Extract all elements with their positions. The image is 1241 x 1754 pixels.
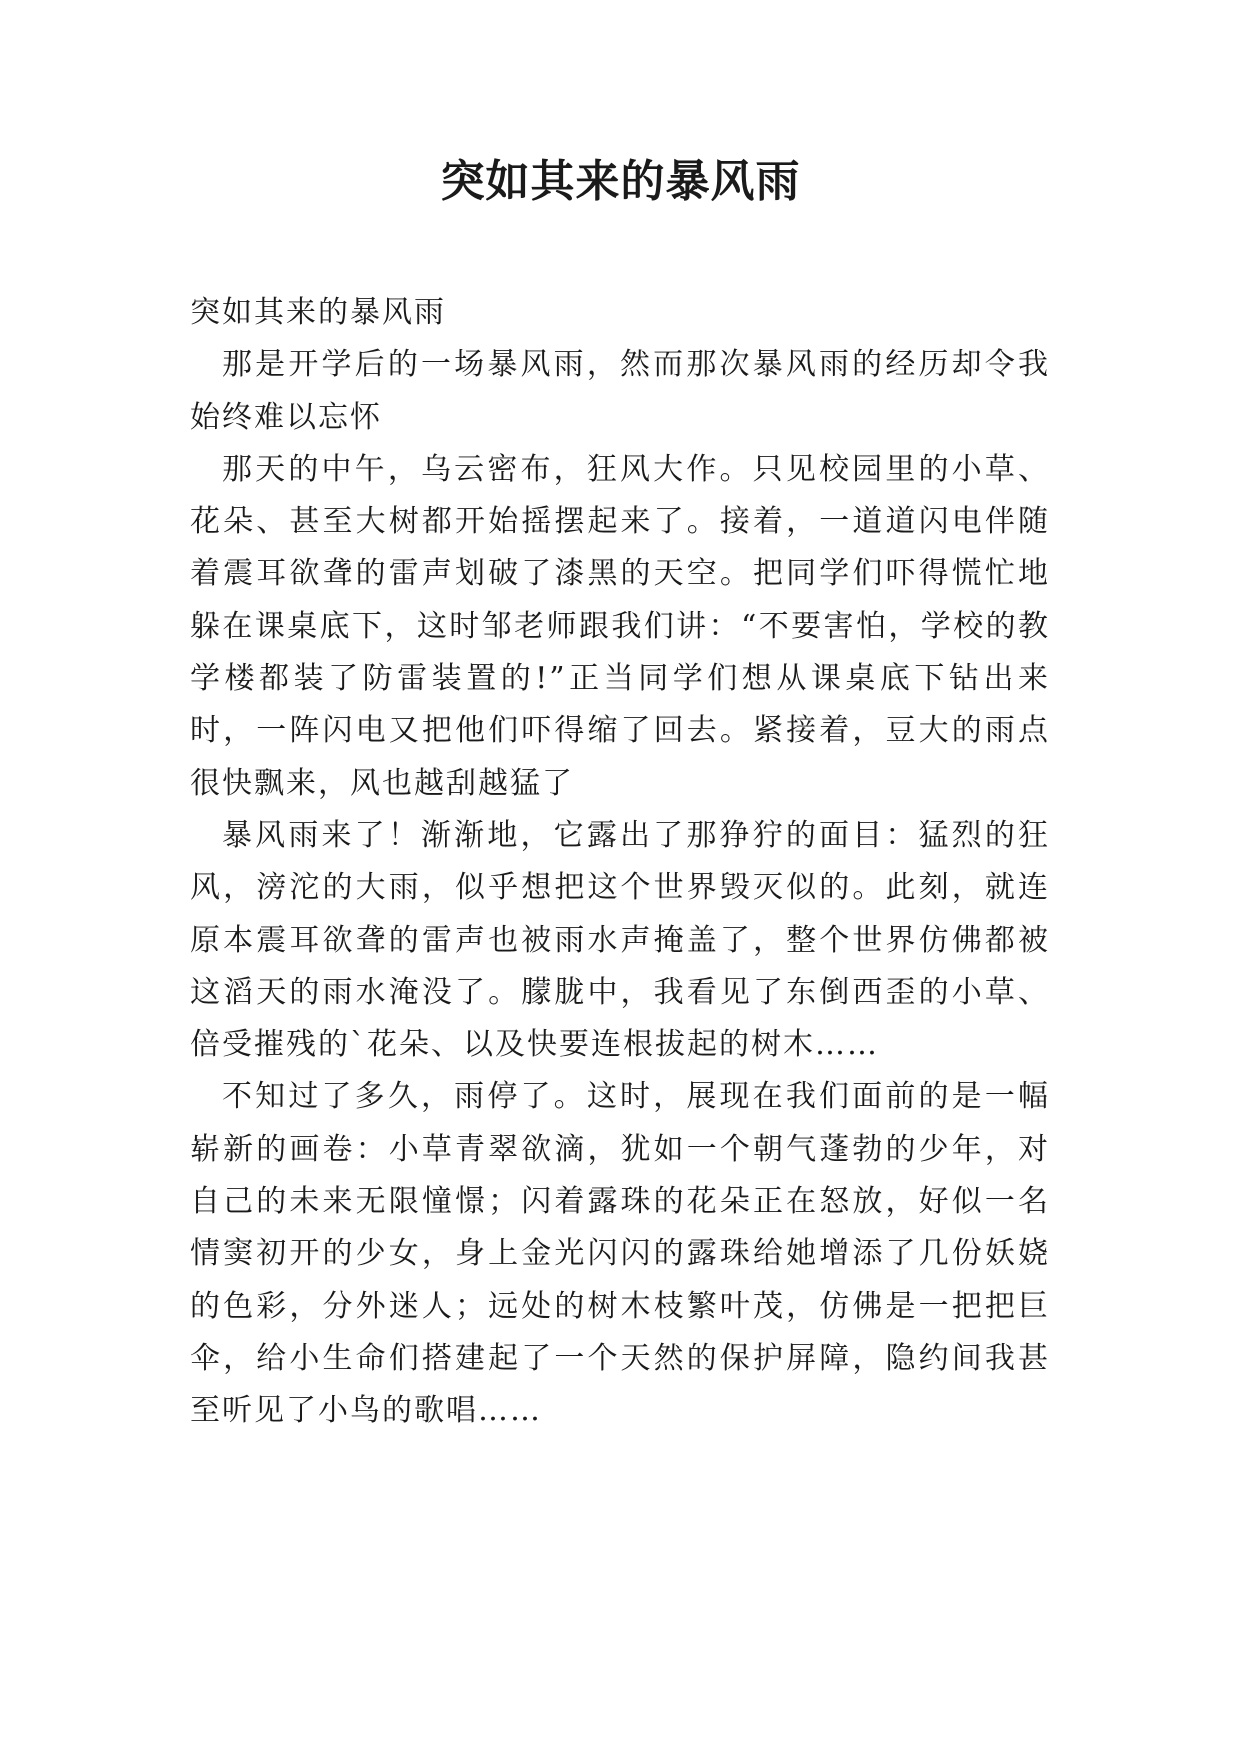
document-title: 突如其来的暴风雨 bbox=[440, 156, 801, 207]
body-heading: 突如其来的暴风雨 bbox=[190, 295, 446, 330]
paragraph-2: 那天的中午，乌云密布，狂风大作。只见校园里的小草、花朵、甚至大树都开始摇摆起来了。接着，一道道闪电伴随着震耳欲聋的雷声划破了漆黑的天空。把同学们吓得慌忙地躲在课桌底下，这时邹老师跟我们讲：“不要害怕，学校的教学楼都装了防雷装置的!”正当同学们想从课桌底下钻出来时，一阵闪电又把他们吓得缩了回去。紧接着，豆大的雨点很快飘来，风也越刮越猛了 bbox=[190, 451, 1050, 801]
paragraph-3: 暴风雨来了！渐渐地，它露出了那狰狞的面目：猛烈的狂风，滂沱的大雨，似乎想把这个世界毁灭似的。此刻，就连原本震耳欲聋的雷声也被雨水声掩盖了，整个世界仿佛都被这滔天的雨水淹没了。朦胧中，我看见了东倒西歪的小草、倍受摧残的`花朵、以及快要连根拔起的树木…… bbox=[190, 817, 1050, 1063]
paragraph-4: 不知过了多久，雨停了。这时，展现在我们面前的是一幅崭新的画卷：小草青翠欲滴，犹如一个朝气蓬勃的少年，对自己的未来无限憧憬；闪着露珠的花朵正在怒放，好似一名情窦初开的少女，身上金光闪闪的露珠给她增添了几份妖娆的色彩，分外迷人；远处的树木枝繁叶茂，仿佛是一把把巨伞，给小生命们搭建起了一个天然的保护屏障，隐约间我甚至听见了小鸟的歌唱…… bbox=[190, 1079, 1050, 1429]
paragraph-1: 那是开学后的一场暴风雨，然而那次暴风雨的经历却令我始终难以忘怀 bbox=[190, 347, 1050, 435]
document-body bbox=[190, 287, 1050, 1438]
